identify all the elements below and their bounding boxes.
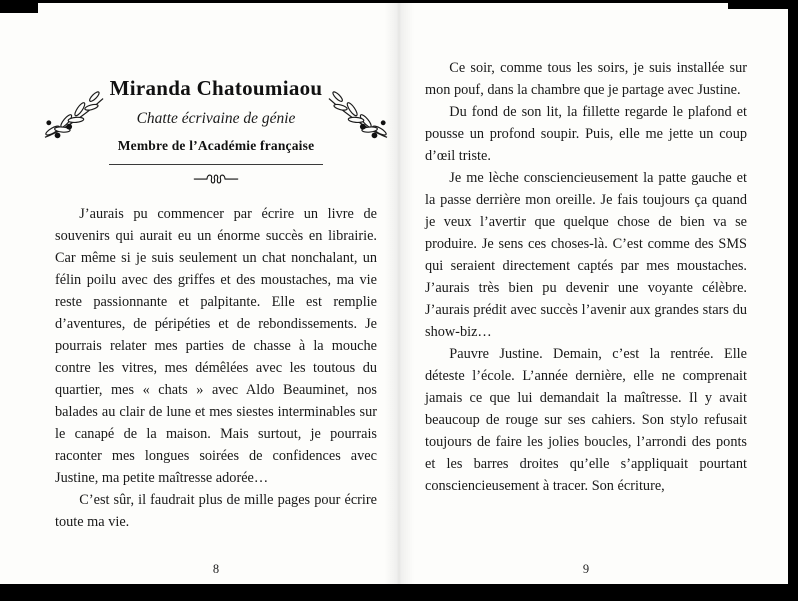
chapter-affiliation: Membre de l’Académie française [117, 138, 315, 153]
right-page-body [425, 57, 747, 497]
page-number-right: 9 [582, 562, 590, 576]
paragraph: C’est sûr, il faudrait plus de mille pages pour écrire toute ma vie. [55, 492, 377, 530]
olive-branch-right-icon [327, 90, 389, 142]
left-page-body [55, 203, 377, 533]
page-number-left: 8 [212, 562, 220, 576]
header-rule [109, 164, 323, 165]
chapter-title: Miranda Chatoumiaou [109, 76, 323, 100]
paragraph: Je me lèche consciencieusement la patte gauche et la passe derrière mon oreille. Je fais toujours ça quand je veux l’avertir que quelque chose de bien va se produire. Je sens ces choses-là. C’est comme des SMS qui seraient directement captés par mes moustaches. J’aurais très bien pu devenir une voyante célèbre. J’aurais prédit avec succès l’avenir aux grandes stars du show-biz… [425, 170, 747, 340]
paragraph: Pauvre Justine. Demain, c’est la rentrée. Elle déteste l’école. L’année dernière, elle ne comprenait jamais ce que lui demandait la maîtresse. Il y avait beaucoup de rouge sur ses cahiers. Son stylo refusait toujours de faire les jolies boucles, l’arrondi des ponts et les barres droites qu’elle s’appliquait pourtant consciencieusement à tracer. Son écriture, [425, 346, 747, 494]
olive-branch-left-icon [43, 90, 105, 142]
paragraph: Du fond de son lit, la fillette regarde le plafond et pousse un profond soupir. Puis, elle me jette un coup d’œil triste. [425, 104, 747, 164]
paragraph: Ce soir, comme tous les soirs, je suis installée sur mon pouf, dans la chambre que je partage avec Justine. [425, 60, 747, 98]
chapter-subtitle: Chatte écrivaine de génie [136, 110, 296, 127]
scan-border-top-left [0, 0, 38, 13]
scan-border-bottom [0, 584, 798, 601]
squiggle-divider-icon [55, 172, 377, 188]
scan-border-right [788, 0, 798, 601]
page-gutter-shadow [384, 3, 414, 584]
scan-border-top [0, 0, 798, 3]
page-left [55, 0, 377, 601]
page-right [425, 0, 747, 601]
paragraph: J’aurais pu commencer par écrire un livre de souvenirs qui aurait eu un énorme succès en librairie. Car même si je suis seulement un chat nonchalant, un félin poilu avec des griffes et des moustaches, ma vie reste passionnante et palpitante. Elle est remplie d’aventures, de péripéties et de rebondissements. Je pourrais relater mes parties de chasse à la mouche contre les vitres, mes démêlées avec les toutous du quartier, mes « chats » avec Aldo Beauminet, nos balades au clair de lune et mes siestes interminables sur le canapé de la maison. Mais surtout, je pourrais raconter mes longues soirées de confidences avec Justine, ma petite maîtresse adorée… [55, 206, 377, 486]
